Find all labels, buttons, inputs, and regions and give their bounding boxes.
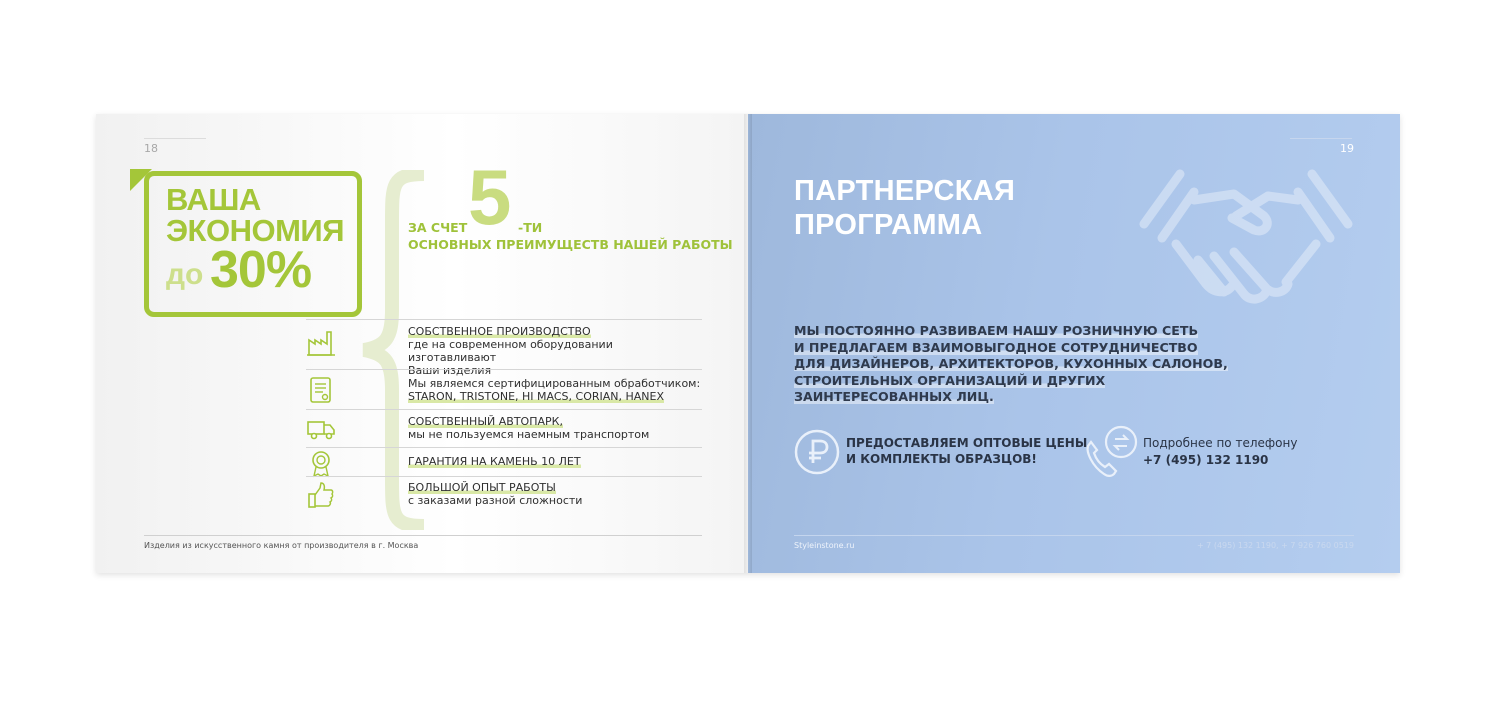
item-title: БОЛЬШОЙ ОПЫТ РАБОТЫ xyxy=(408,481,556,494)
page-number-rule xyxy=(1290,138,1352,139)
item-desc: где на современном оборудовании изготавливают xyxy=(408,338,613,364)
page-number: 19 xyxy=(1340,142,1354,155)
title-line1: ПАРТНЕРСКАЯ xyxy=(794,175,1016,207)
phone-label: Подробнее по телефону xyxy=(1143,436,1298,450)
phone-number[interactable]: +7 (495) 132 1190 xyxy=(1143,453,1269,467)
item-desc: с заказами разной сложности xyxy=(408,494,583,507)
ruble-icon xyxy=(794,429,840,475)
body-line: СТРОИТЕЛЬНЫХ ОРГАНИЗАЦИЙ И ДРУГИХ xyxy=(794,372,1106,388)
wholesale-offer xyxy=(846,435,1087,467)
item-title: СОБСТВЕННОЕ ПРОИЗВОДСТВО xyxy=(408,325,591,338)
page-number: 18 xyxy=(144,142,158,155)
item-title: Мы являемся сертифицированным обработчиком: xyxy=(408,377,701,390)
book-gutter xyxy=(744,114,752,573)
item-desc: мы не пользуемся наемным транспортом xyxy=(408,428,650,441)
footer-phones: + 7 (495) 132 1190, + 7 926 760 0519 xyxy=(1196,541,1354,550)
left-page xyxy=(96,114,748,573)
right-page xyxy=(748,114,1400,573)
item-title: СОБСТВЕННЫЙ АВТОПАРК, xyxy=(408,415,563,428)
brochure-spread xyxy=(96,114,1400,573)
wholesale-line2: И КОМПЛЕКТЫ ОБРАЗЦОВ! xyxy=(846,452,1037,466)
item-desc: STARON, TRISTONE, HI MACS, CORIAN, HANEX xyxy=(408,390,665,403)
thumbs-up-icon xyxy=(306,480,336,510)
medal-icon xyxy=(306,448,336,478)
body-line: И ПРЕДЛАГАЕМ ВЗАИМОВЫГОДНОЕ СОТРУДНИЧЕСТВО xyxy=(794,339,1198,355)
footer-text: Изделия из искусственного камня от производителя в г. Москва xyxy=(144,541,419,550)
footer-rule xyxy=(144,535,702,536)
body-line: ДЛЯ ДИЗАЙНЕРОВ, АРХИТЕКТОРОВ, КУХОННЫХ САЛОНОВ, xyxy=(794,356,1228,371)
advantages-prefix: ЗА СЧЕТ xyxy=(408,220,468,235)
bubble-title-line2: ЭКОНОМИЯ xyxy=(166,213,344,248)
advantages-suffix: -ТИ xyxy=(518,220,543,235)
advantages-list xyxy=(306,319,702,515)
wholesale-line1: ПРЕДОСТАВЛЯЕМ ОПТОВЫЕ ЦЕНЫ xyxy=(846,436,1088,450)
list-item xyxy=(306,369,702,409)
page-title xyxy=(794,174,1015,242)
bubble-percent: 30% xyxy=(210,241,312,299)
footer-rule xyxy=(794,535,1354,536)
phone-icon xyxy=(1080,424,1140,480)
body-line: МЫ ПОСТОЯННО РАЗВИВАЕМ НАШУ РОЗНИЧНУЮ СЕТЬ xyxy=(794,323,1199,338)
footer-website[interactable]: Styleinstone.ru xyxy=(794,541,855,550)
list-item xyxy=(306,476,702,515)
handshake-icon xyxy=(1136,164,1356,324)
partner-description xyxy=(794,323,1228,406)
bubble-tail xyxy=(130,169,152,191)
bubble-prefix: до xyxy=(166,258,204,291)
body-line: ЗАИНТЕРЕСОВАННЫХ ЛИЦ. xyxy=(794,389,994,404)
item-desc: Ваши изделия xyxy=(408,364,492,377)
item-title: ГАРАНТИЯ НА КАМЕНЬ 10 ЛЕТ xyxy=(408,455,581,468)
advantages-heading: ОСНОВНЫХ ПРЕИМУЩЕСТВ НАШЕЙ РАБОТЫ xyxy=(408,237,733,252)
advantages-number: 5 xyxy=(468,153,512,241)
page-number-rule xyxy=(144,138,206,139)
truck-icon xyxy=(306,414,336,444)
certificate-icon xyxy=(306,375,336,405)
list-item xyxy=(306,409,702,447)
title-line2: ПРОГРАММА xyxy=(794,209,983,241)
list-item xyxy=(306,447,702,476)
bubble-title-line1: ВАША xyxy=(166,182,261,217)
factory-icon xyxy=(306,328,336,358)
list-item xyxy=(306,319,702,377)
